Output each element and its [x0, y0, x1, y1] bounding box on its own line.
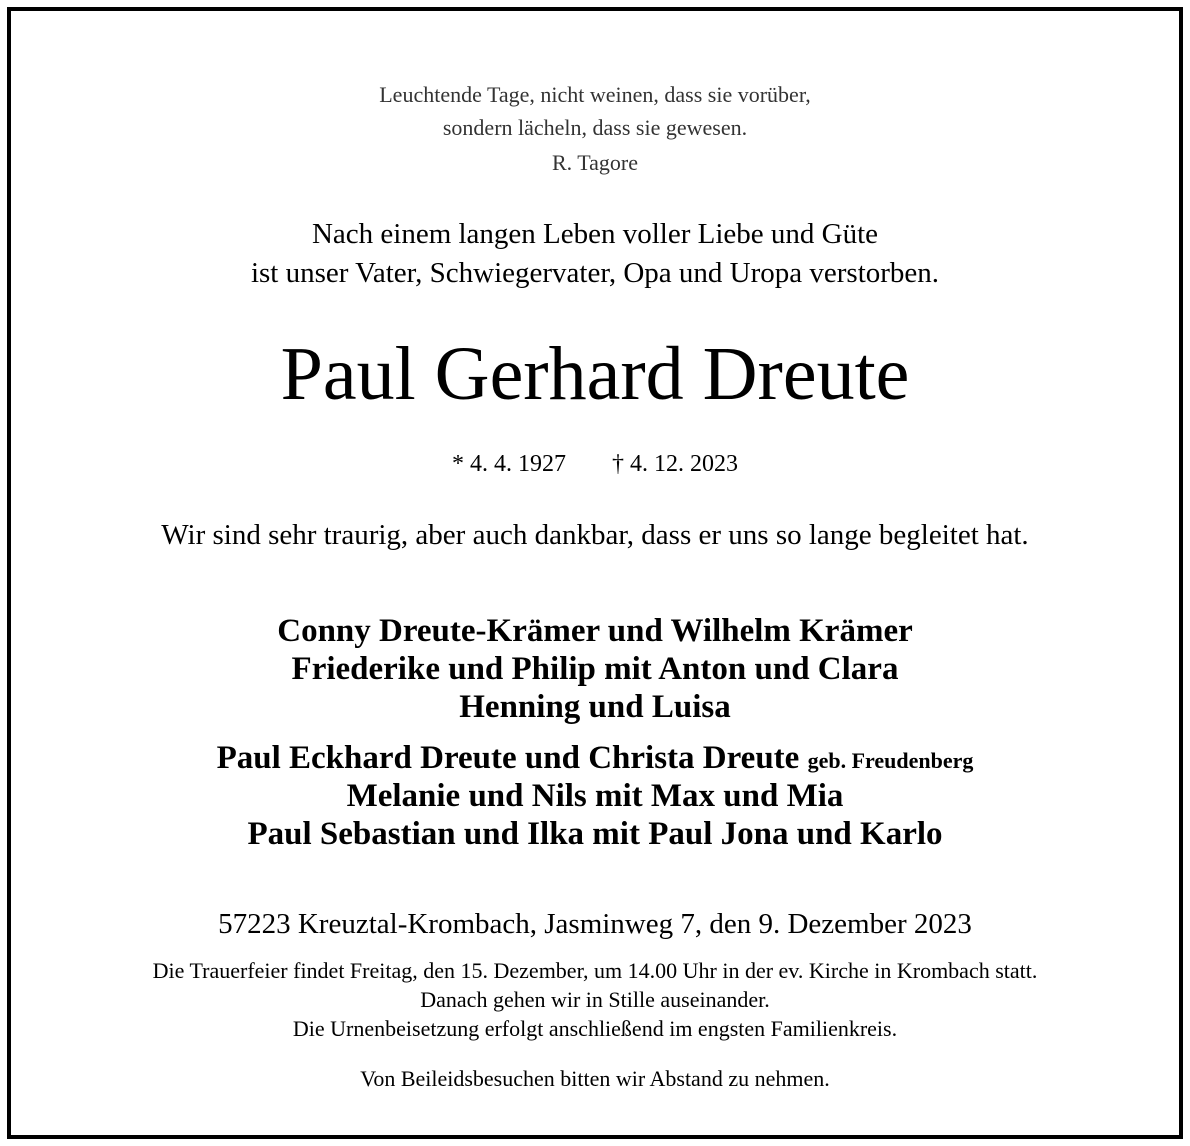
- info-line-3: Die Urnenbeisetzung erfolgt anschließend im engsten Familienkreis.: [292, 1016, 898, 1041]
- obituary-notice: [7, 7, 1183, 1139]
- family-line-4: [11, 739, 1179, 780]
- family-line-5: Melanie und Nils mit Max und Mia: [346, 778, 844, 814]
- quote-line-2: sondern lächeln, dass sie gewesen.: [442, 115, 748, 140]
- info-line-2: Danach gehen wir in Stille auseinander.: [420, 987, 770, 1012]
- maiden-name-note: geb. Freudenberg: [807, 748, 974, 773]
- intro-line-2: ist unser Vater, Schwiegervater, Opa und Uropa verstorben.: [250, 257, 940, 289]
- deceased-name: Paul Gerhard Dreute: [280, 332, 910, 416]
- family-line-3: Henning und Luisa: [459, 689, 731, 725]
- intro-line-1: Nach einem langen Leben voller Liebe und Güte: [311, 218, 879, 250]
- quote-author: R. Tagore: [551, 150, 639, 175]
- family-line-2: Friederike und Philip mit Anton und Clara: [291, 651, 899, 687]
- family-line-6: Paul Sebastian und Ilka mit Paul Jona und Karlo: [247, 816, 943, 852]
- life-dates: [11, 449, 1179, 479]
- thanks-line: Wir sind sehr traurig, aber auch dankbar, dass er uns so lange begleitet hat.: [161, 519, 1029, 551]
- death-date: † 4. 12. 2023: [612, 451, 738, 477]
- address-date-line: 57223 Kreuztal-Krombach, Jasminweg 7, den 9. Dezember 2023: [218, 908, 972, 940]
- birth-date: * 4. 4. 1927: [452, 451, 566, 477]
- family-line-4-main: Paul Eckhard Dreute und Christa Dreute: [216, 740, 800, 776]
- quote-line-1: Leuchtende Tage, nicht weinen, dass sie vorüber,: [379, 82, 811, 107]
- closing-line: Von Beileidsbesuchen bitten wir Abstand zu nehmen.: [360, 1066, 830, 1091]
- family-line-1: Conny Dreute-Krämer und Wilhelm Krämer: [277, 613, 913, 649]
- info-line-1: Die Trauerfeier findet Freitag, den 15. Dezember, um 14.00 Uhr in der ev. Kirche in Krombach statt.: [152, 958, 1038, 983]
